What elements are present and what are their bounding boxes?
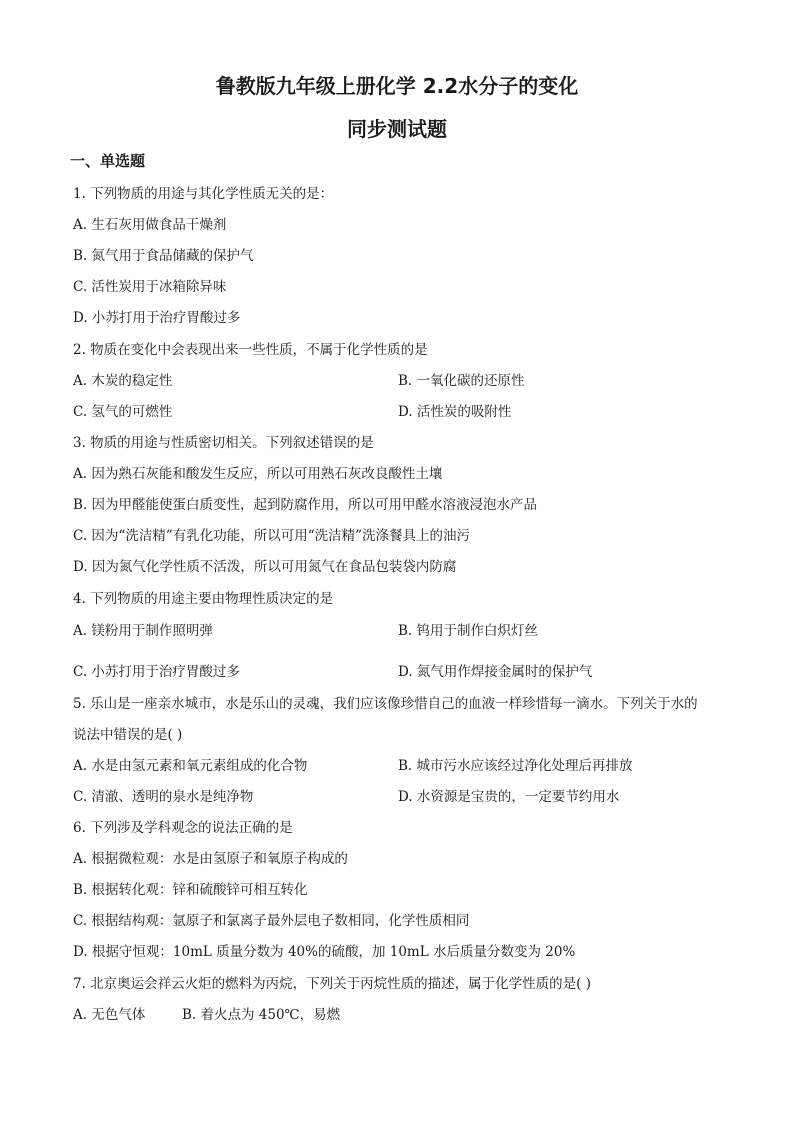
question-7-stem: 7. 北京奥运会祥云火炬的燃料为丙烷，下列关于丙烷性质的描述，属于化学性质的是( ) [73,976,591,992]
question-2-option-d: D. 活性炭的吸附性 [398,404,512,420]
question-1-option-d: D. 小苏打用于治疗胃酸过多 [73,310,241,326]
document-title: 鲁教版九年级上册化学 2.2水分子的变化 [215,74,579,98]
question-6-option-c: C. 根据结构观：氩原子和氯离子最外层电子数相同，化学性质相同 [73,913,470,929]
question-3-option-c: C. 因为“洗洁精”有乳化功能，所以可用“洗洁精”洗涤餐具上的油污 [73,528,471,544]
question-4-option-b: B. 钨用于制作白炽灯丝 [398,623,539,639]
question-5-option-a: A. 水是由氢元素和氧元素组成的化合物 [73,758,308,774]
question-1-option-b: B. 氮气用于食品储藏的保护气 [73,248,254,264]
question-3-option-b: B. 因为甲醛能使蛋白质变性，起到防腐作用，所以可用甲醛水溶液浸泡水产品 [73,497,538,513]
question-4-option-d: D. 氮气用作焊接金属时的保护气 [398,664,593,680]
question-7-option-a: A. 无色气体 [73,1007,146,1023]
question-7-option-b: B. 着火点为 450℃，易燃 [182,1007,341,1023]
document-subtitle: 同步测试题 [347,117,447,141]
question-6-option-d: D. 根据守恒观：10mL 质量分数为 40%的硫酸，加 10mL 水后质量分数变为 20% [73,944,576,960]
question-4-option-a: A. 镁粉用于制作照明弹 [73,623,213,639]
question-2-option-a: A. 木炭的稳定性 [73,373,173,389]
question-5-option-d: D. 水资源是宝贵的，一定要节约用水 [398,789,620,805]
question-3-option-a: A. 因为熟石灰能和酸发生反应，所以可用熟石灰改良酸性土壤 [73,466,443,482]
question-3-option-d: D. 因为氮气化学性质不活泼，所以可用氮气在食品包装袋内防腐 [73,559,457,575]
question-1-option-a: A. 生石灰用做食品干燥剂 [73,217,227,233]
question-5-option-c: C. 清澈、透明的泉水是纯净物 [73,789,254,805]
question-1-stem: 1. 下列物质的用途与其化学性质无关的是： [73,186,334,202]
question-4-option-c: C. 小苏打用于治疗胃酸过多 [73,664,240,680]
question-6-stem: 6. 下列涉及学科观念的说法正确的是 [73,820,293,836]
question-5-option-b: B. 城市污水应该经过净化处理后再排放 [398,758,633,774]
question-6-option-b: B. 根据转化观：锌和硫酸锌可相互转化 [73,882,308,898]
question-3-stem: 3. 物质的用途与性质密切相关。下列叙述错误的是 [73,435,374,451]
question-2-option-b: B. 一氧化碳的还原性 [398,373,525,389]
question-6-option-a: A. 根据微粒观：水是由氢原子和氧原子构成的 [73,851,348,867]
question-1-option-c: C. 活性炭用于冰箱除异味 [73,279,227,295]
section-heading: 一、单选题 [70,152,146,170]
question-4-stem: 4. 下列物质的用途主要由物理性质决定的是 [73,591,334,607]
question-5-stem-continued: 说法中错误的是( ) [73,727,183,743]
question-2-stem: 2. 物质在变化中会表现出来一些性质，不属于化学性质的是 [73,342,428,358]
question-2-option-c: C. 氢气的可燃性 [73,404,173,420]
question-5-stem: 5. 乐山是一座亲水城市，水是乐山的灵魂，我们应该像珍惜自己的血液一样珍惜每一滴水。下列关于水的 [73,696,698,712]
